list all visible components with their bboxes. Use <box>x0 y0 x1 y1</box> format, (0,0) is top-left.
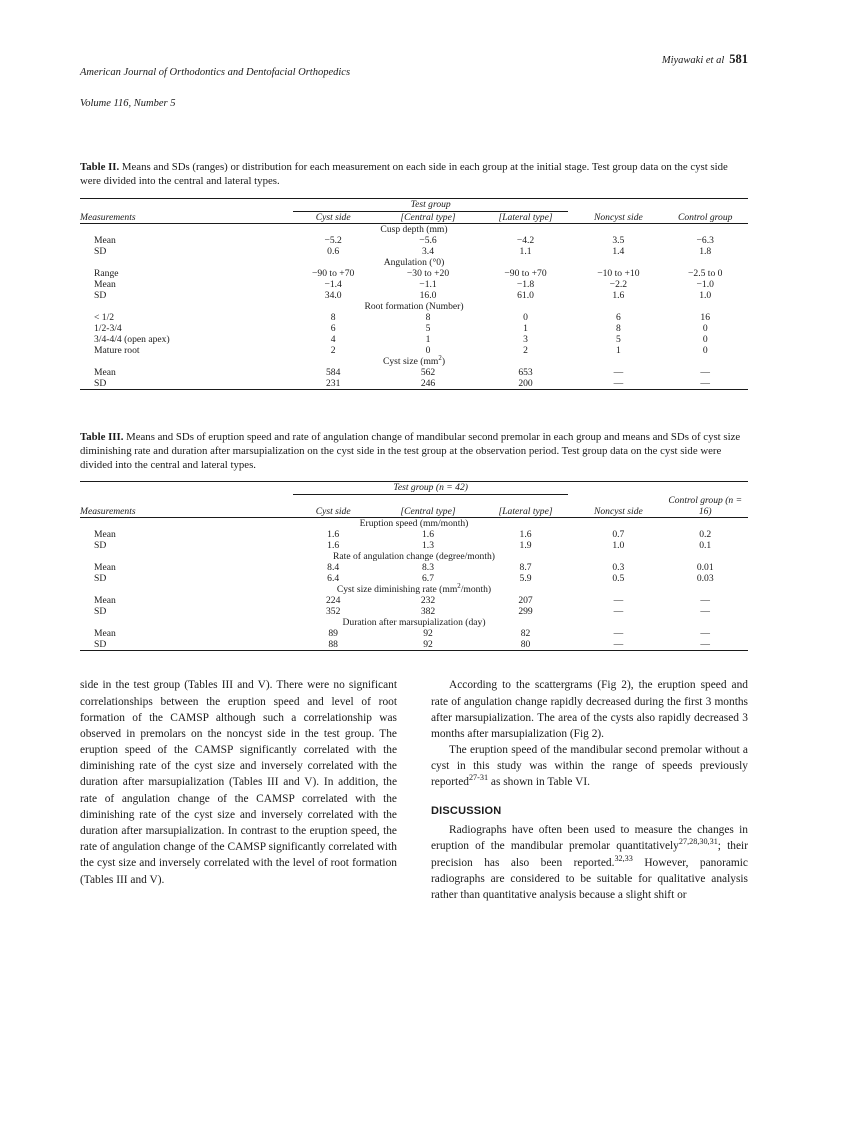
table-row <box>80 279 748 290</box>
cell: 92 <box>379 639 477 651</box>
cell: 1.0 <box>612 540 625 552</box>
table-row <box>80 584 748 595</box>
cell: 0 <box>523 311 528 323</box>
table-row <box>80 367 748 378</box>
cell: −5.6 <box>419 234 437 246</box>
table-row <box>80 628 748 639</box>
table-3-label: Table III. <box>80 430 124 443</box>
table-2-col-5: Control group <box>662 212 748 224</box>
cell: 8 <box>615 322 621 334</box>
cell: 653 <box>518 366 533 378</box>
cell: — <box>700 366 711 378</box>
cell: 207 <box>518 595 533 607</box>
row-label: SD <box>94 289 107 301</box>
table-2-section-title-0: Cusp depth (mm) <box>380 223 448 235</box>
paragraph: side in the test group (Tables III and V). There were no significant correlationships between the eruption speed and level of root formation of the CAMSP although such a correlationship was observed in premolars on the noncyst side in the test group. The eruption speed of the CAMSP significantly correlated with the diminishing rate of the cyst size and inversely correlated with the duration after marsupialization (Tables III and V). In addition, the rate of angulation change of the CAMSP correlated with the diminishing rate of the cyst size and inversely correlated with the duration after marsupialization. In contrast to the eruption speed, the rate of angulation change of the CAMSP significantly correlated with the cyst size and inversely correlated with the level of root formation (Tables III and V). <box>80 679 397 886</box>
citation-ref: 27-31 <box>468 773 489 783</box>
cell: 299 <box>518 606 533 618</box>
cell: 1 <box>523 322 528 334</box>
table-3-section-title-1: Rate of angulation change (degree/month) <box>333 551 495 563</box>
cell: — <box>613 366 624 378</box>
table-row <box>80 235 748 246</box>
row-label: Mean <box>94 628 116 640</box>
table-2-col-1: Cyst side <box>287 212 379 224</box>
table-3-col-5: Control group (n = 16) <box>662 495 748 518</box>
table-row <box>80 312 748 323</box>
table-row <box>80 617 748 628</box>
row-label: Mean <box>94 366 116 378</box>
table-2-caption <box>80 160 748 189</box>
journal-title: American Journal of Orthodontics and Dentofacial Orthopedics <box>80 67 351 79</box>
table-3-col-0: Measurements <box>80 495 287 518</box>
row-label: Mean <box>94 234 116 246</box>
cell: 200 <box>477 378 575 390</box>
table-row <box>80 290 748 301</box>
table-2 <box>80 198 748 390</box>
cell: 0.7 <box>612 529 625 541</box>
table-row <box>80 356 748 367</box>
cell: 0.03 <box>696 573 714 585</box>
cell: 8.3 <box>422 562 434 574</box>
table-2-section-title-2: Root formation (Number) <box>364 300 464 312</box>
cell: 2 <box>330 344 336 356</box>
cell: 0.6 <box>327 245 340 257</box>
cell: 1.6 <box>327 540 340 552</box>
cell: 0.1 <box>699 540 712 552</box>
journal-info <box>80 50 350 126</box>
row-label: SD <box>94 573 107 585</box>
cell: 1.0 <box>699 289 712 301</box>
table-3-section-title-0: Eruption speed (mm/month) <box>359 518 469 530</box>
section-title-sup: 2 <box>457 583 461 591</box>
cell: — <box>700 628 711 640</box>
cell: 562 <box>420 366 436 378</box>
table-3-caption <box>80 430 748 473</box>
table-3-block <box>80 430 748 652</box>
table-3-caption-text: Means and SDs of eruption speed and rate of angulation change of mandibular second premolar in each group and means and SDs of cyst size diminishing rate and duration after marsupialization on the cyst side in the test group at the observation period. Test group data on the cyst side were divided into the central and lateral types. <box>80 430 741 472</box>
cell: −6.3 <box>696 234 714 246</box>
cell: 231 <box>287 378 379 390</box>
row-label: < 1/2 <box>94 311 115 323</box>
cell: 8.7 <box>519 562 532 574</box>
left-column <box>80 677 397 903</box>
cell: 6.4 <box>327 573 340 585</box>
cell: 8 <box>425 311 431 323</box>
cell: 8 <box>330 311 336 323</box>
cell: 1.8 <box>699 245 712 257</box>
cell: — <box>613 595 624 607</box>
cell: 1.3 <box>422 540 434 552</box>
row-label: SD <box>94 606 107 618</box>
table-row <box>80 529 748 540</box>
journal-volume: Volume 116, Number 5 <box>80 97 176 109</box>
cell: 92 <box>423 628 433 640</box>
table-2-block <box>80 160 748 390</box>
table-row <box>80 301 748 312</box>
section-title-tail: /month) <box>460 584 492 596</box>
table-3-col-2: [Central type] <box>379 495 477 518</box>
cell: 0 <box>702 333 708 345</box>
cell: 0.3 <box>612 562 625 574</box>
page-number: 581 <box>729 52 748 66</box>
paragraph-text: ; their precision has also been reported. <box>431 840 748 869</box>
cell: — <box>574 639 662 651</box>
cell: 16 <box>700 311 711 323</box>
cell: 1.4 <box>612 245 625 257</box>
paragraph <box>431 822 748 903</box>
section-title-base: Cyst size (mm <box>382 355 439 367</box>
cell: 2 <box>523 344 528 356</box>
cell: 1.6 <box>422 529 434 541</box>
table-2-group-header: Test group <box>293 199 568 212</box>
cell: −4.2 <box>516 234 535 246</box>
cell: — <box>700 606 711 618</box>
cell: 1.6 <box>519 529 532 541</box>
table-2-section-title-1: Angulation (°0) <box>383 256 445 268</box>
table-2-caption-text: Means and SDs (ranges) or distribution for each measurement on each side in each group at the initial stage. Test group data on the cyst side were divided into the central and lateral types. <box>80 161 728 188</box>
row-label: Mean <box>94 278 116 290</box>
cell: 8.4 <box>327 562 340 574</box>
cell: 88 <box>287 639 379 651</box>
cell: 1 <box>615 344 621 356</box>
table-2-group-header-row <box>80 198 748 212</box>
table-2-col-0: Measurements <box>80 212 287 224</box>
cell: 1.6 <box>327 529 340 541</box>
citation-ref: 32,33 <box>614 853 633 863</box>
cell: 4 <box>330 333 336 345</box>
cell: −90 to +70 <box>504 267 547 279</box>
right-column <box>431 677 748 903</box>
cell: — <box>662 378 748 390</box>
paragraph-text: as shown in Table VI. <box>488 776 590 789</box>
cell: 1 <box>425 333 431 345</box>
cell: −2.5 to 0 <box>687 267 723 279</box>
row-label: Range <box>94 267 119 279</box>
paragraph: According to the scattergrams (Fig 2), the eruption speed and rate of angulation change rapidly decreased during the first 3 months after marsupialization. The area of the cysts also rapidly decreased 3 months after marsupialization (Fig 2). <box>431 679 748 740</box>
cell: −1.0 <box>696 278 714 290</box>
cell: −1.8 <box>516 278 535 290</box>
cell: 61.0 <box>517 289 534 301</box>
table-row <box>80 639 748 651</box>
section-title-tail: ) <box>441 355 446 367</box>
cell: 80 <box>477 639 575 651</box>
cell: 1.6 <box>612 289 625 301</box>
cell: −2.2 <box>609 278 628 290</box>
table-3-section-title-3: Duration after marsupialization (day) <box>342 617 486 629</box>
paragraph-text: Radiographs have often been used to measure the changes in eruption of the mandibular premolar quantitatively <box>431 824 748 853</box>
cell: 6 <box>615 311 621 323</box>
cell: 5 <box>425 322 431 334</box>
table-3-group-header-row <box>80 482 748 496</box>
table-row <box>80 334 748 345</box>
cell: 0 <box>702 322 708 334</box>
section-title-base: Cyst size diminishing rate (mm <box>336 584 458 596</box>
cell: 382 <box>420 606 436 618</box>
table-row <box>80 223 748 235</box>
table-3-col-3: [Lateral type] <box>477 495 575 518</box>
row-label: 3/4-4/4 (open apex) <box>94 333 170 345</box>
paragraph-text: However, panoramic radiographs are considered to be suitable for qualitative analysis rather than quantitative analysis because a slight shift or <box>431 856 748 902</box>
cell: 224 <box>325 595 341 607</box>
row-label: SD <box>80 378 287 390</box>
cell: 34.0 <box>324 289 342 301</box>
section-title-sup: 2 <box>438 354 442 362</box>
table-row <box>80 606 748 617</box>
cell: 89 <box>328 628 338 640</box>
row-label: Mean <box>94 529 116 541</box>
authors-and-page <box>662 50 748 68</box>
table-3-header-row <box>80 495 748 518</box>
cell: 0 <box>425 344 431 356</box>
row-label: Mean <box>94 595 116 607</box>
table-row <box>80 345 748 356</box>
cell: 584 <box>325 366 341 378</box>
table-row <box>80 573 748 584</box>
table-row <box>80 257 748 268</box>
cell: −90 to +70 <box>312 267 355 279</box>
page-content <box>80 50 748 903</box>
table-3-col-4: Noncyst side <box>574 495 662 518</box>
citation-ref: 27,28,30,31 <box>678 837 718 847</box>
table-2-col-2: [Central type] <box>379 212 477 224</box>
table-2-col-3: [Lateral type] <box>477 212 575 224</box>
cell: −1.1 <box>419 278 437 290</box>
paragraph-text: The eruption speed of the mandibular second premolar without a cyst in this study was within the range of speeds previously reported <box>431 744 748 789</box>
table-row <box>80 323 748 334</box>
row-label: 1/2-3/4 <box>94 322 122 334</box>
table-row <box>80 540 748 551</box>
cell: 5 <box>615 333 621 345</box>
table-row <box>80 551 748 562</box>
cell: 246 <box>379 378 477 390</box>
paragraph <box>431 742 748 791</box>
cell: 0.5 <box>612 573 625 585</box>
cell: 5.9 <box>519 573 532 585</box>
table-row <box>80 378 748 390</box>
cell: −1.4 <box>324 278 342 290</box>
authors-label: Miyawaki et al <box>661 55 725 66</box>
row-label: SD <box>94 245 107 257</box>
table-3 <box>80 481 748 651</box>
cell: −5.2 <box>324 234 342 246</box>
row-label: Mature root <box>94 344 140 356</box>
table-2-col-4: Noncyst side <box>574 212 662 224</box>
table-row <box>80 246 748 257</box>
cell: 6 <box>330 322 336 334</box>
row-label: SD <box>80 639 287 651</box>
running-head <box>80 50 748 126</box>
cell: −10 to +10 <box>597 267 640 279</box>
cell: — <box>613 606 624 618</box>
cell: — <box>574 378 662 390</box>
cell: 1.1 <box>519 245 532 257</box>
table-3-group-header: Test group (n = 42) <box>293 482 568 495</box>
cell: 232 <box>420 595 436 607</box>
table-2-label: Table II. <box>80 161 120 174</box>
table-3-col-1: Cyst side <box>287 495 379 518</box>
row-label: Mean <box>94 562 116 574</box>
cell: 0.01 <box>696 562 714 574</box>
cell: −30 to +20 <box>406 267 450 279</box>
table-2-header-row <box>80 212 748 224</box>
table-row <box>80 595 748 606</box>
cell: 1.9 <box>519 540 532 552</box>
cell: — <box>700 595 711 607</box>
cell: 3.5 <box>612 234 625 246</box>
table-3-section-title-2 <box>80 584 748 595</box>
table-row <box>80 562 748 573</box>
cell: — <box>613 628 624 640</box>
cell: 16.0 <box>419 289 437 301</box>
table-row <box>80 518 748 530</box>
cell: 82 <box>520 628 531 640</box>
cell: 6.7 <box>422 573 434 585</box>
cell: 0.2 <box>699 529 712 541</box>
table-row <box>80 268 748 279</box>
body-text <box>80 677 748 903</box>
cell: 352 <box>325 606 341 618</box>
cell: 3 <box>523 333 528 345</box>
cell: 0 <box>702 344 708 356</box>
table-2-section-title-3 <box>80 356 748 367</box>
section-heading-discussion: DISCUSSION <box>431 804 502 817</box>
cell: — <box>662 639 748 651</box>
row-label: SD <box>94 540 107 552</box>
cell: 3.4 <box>422 245 434 257</box>
